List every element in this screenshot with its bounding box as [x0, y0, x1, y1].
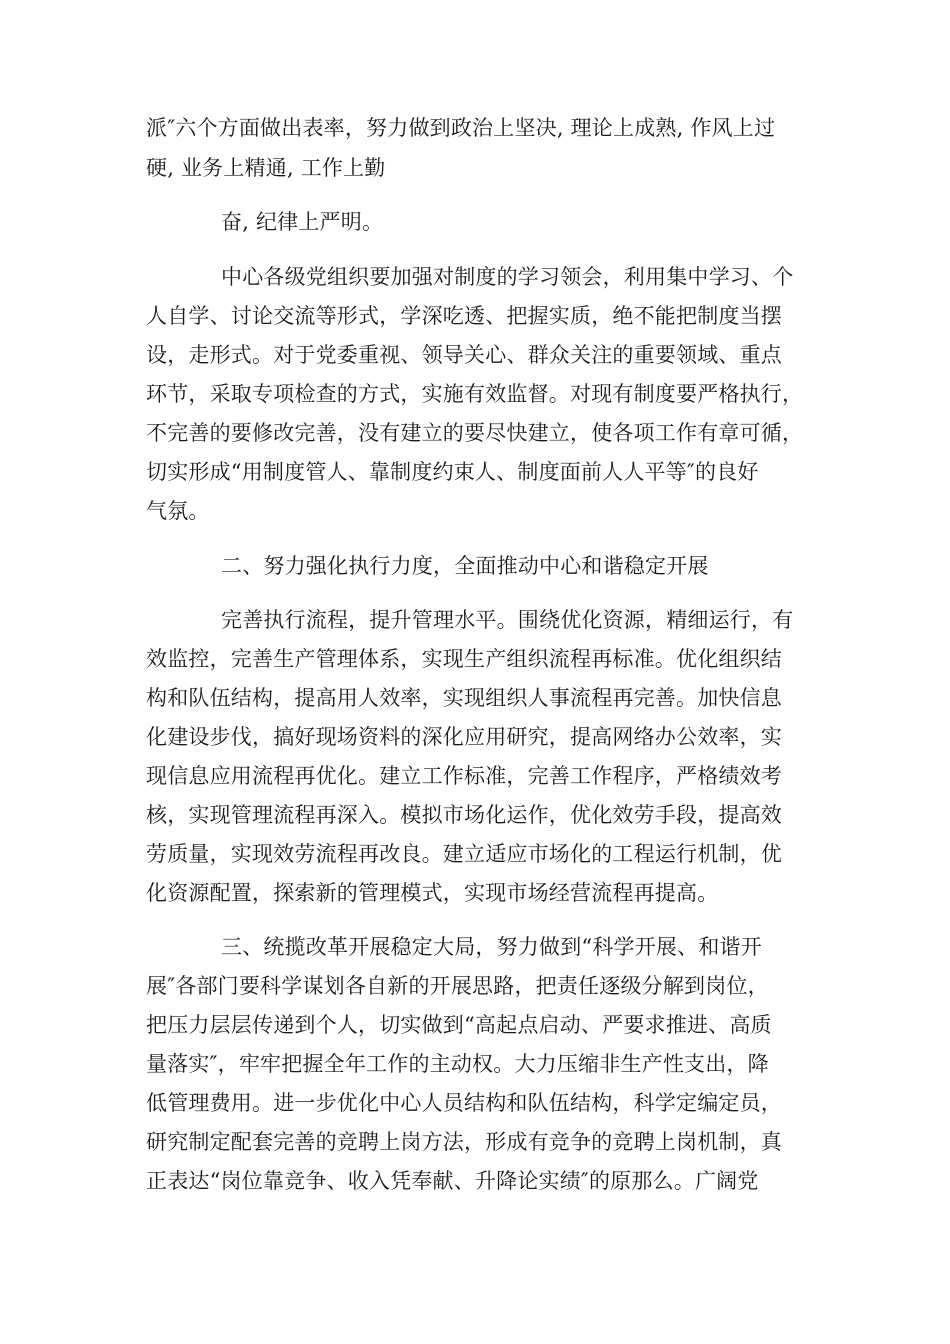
section-heading: 二、努力强化执行力度，全面推动中心和谐稳定开展: [221, 554, 709, 578]
paragraph-line: 环节，采取专项检查的方式，实施有效监督。对现有制度要严格执行，: [146, 382, 804, 406]
paragraph-line: 正表达“岗位靠竞争、收入凭奉献、升降论实绩″的原那么。广阔党: [146, 1169, 759, 1193]
paragraph-line: 现信息应用流程再优化。建立工作标准，完善工作程序，严格绩效考: [146, 764, 782, 788]
paragraph-line: 硬, 业务上精通, 工作上勤: [146, 156, 386, 180]
paragraph-line: 量落实″，牢牢把握全年工作的主动权。大力压缩非生产性支出，降: [146, 1052, 769, 1076]
paragraph-line: 效监控，完善生产管理体系，实现生产组织流程再标准。优化组织结: [146, 647, 782, 671]
paragraph-line: 研究制定配套完善的竞聘上岗方法，形成有竞争的竞聘上岗机制，真: [146, 1130, 782, 1154]
paragraph-line: 劳质量，实现效劳流程再改良。建立适应市场化的工程运行机制，优: [146, 842, 782, 866]
paragraph-line: 完善执行流程，提升管理水平。围绕优化资源，精细运行，有: [221, 608, 794, 632]
paragraph-line: 低管理费用。进一步优化中心人员结构和队伍结构，科学定编定员，: [146, 1091, 782, 1115]
paragraph-line: 把压力层层传递到个人，切实做到“高起点启动、严要求推进、高质: [146, 1013, 772, 1037]
paragraph-line: 构和队伍结构，提高用人效率，实现组织人事流程再完善。加快信息: [146, 686, 782, 710]
paragraph-line: 派″六个方面做出表率，努力做到政治上坚决, 理论上成熟, 作风上过: [146, 116, 776, 140]
paragraph-line: 化资源配置，探索新的管理模式，实现市场经营流程再提高。: [146, 881, 719, 905]
paragraph-line: 切实形成“用制度管人、靠制度约束人、制度面前人人平等″的良好: [146, 460, 759, 484]
paragraph-line: 气氛。: [146, 499, 210, 523]
paragraph-line: 不完善的要修改完善，没有建立的要尽快建立，使各项工作有章可循，: [146, 421, 804, 445]
paragraph-line: 人自学、讨论交流等形式，学深吃透、把握实质，绝不能把制度当摆: [146, 304, 782, 328]
paragraph-line: 三、统揽改革开展稳定大局，努力做到“科学开展、和谐开: [221, 935, 762, 959]
paragraph-line: 奋, 纪律上严明。: [221, 210, 384, 234]
paragraph-line: 展″各部门要科学谋划各自新的开展思路，把责任逐级分解到岗位，: [146, 974, 769, 998]
paragraph-line: 中心各级党组织要加强对制度的学习领会，利用集中学习、个: [221, 265, 794, 289]
paragraph-line: 化建设步伐，搞好现场资料的深化应用研究，提高网络办公效率，实: [146, 725, 782, 749]
paragraph-line: 设，走形式。对于党委重视、领导关心、群众关注的重要领域、重点: [146, 343, 782, 367]
paragraph-line: 核，实现管理流程再深入。模拟市场化运作，优化效劳手段，提高效: [146, 803, 782, 827]
